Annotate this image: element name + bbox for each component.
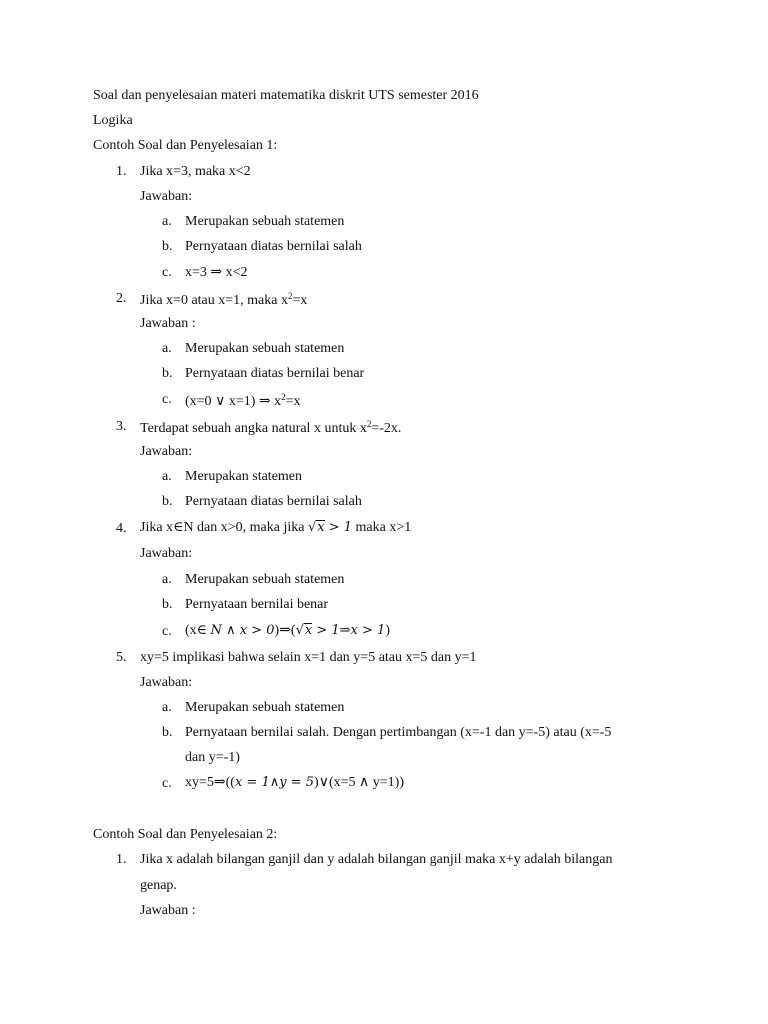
q2-text-post: =x — [292, 293, 308, 308]
s2-q1-answer-label: Jawaban : — [140, 903, 196, 918]
q5-c-letter: c. — [162, 776, 172, 791]
s2-q1-number: 1. — [116, 852, 127, 867]
q1-b-text: Pernyataan diatas bernilai salah — [185, 239, 362, 254]
q4-c-radicand: x — [304, 623, 313, 638]
q4-c-paren: ) — [274, 623, 280, 638]
q2-number: 2. — [116, 291, 127, 306]
implies-symbol: ⇒ — [258, 394, 271, 409]
q4-c-math2: √x > 1⇒x > 1 — [295, 623, 386, 638]
q5-c-paren: (( — [225, 775, 235, 790]
q5-a-letter: a. — [162, 700, 172, 715]
q2-text-pre: Jika x=0 atau x=1, maka x — [140, 293, 288, 308]
q4-c-xgt1: x > 1 — [350, 623, 386, 638]
q4-text — [140, 520, 411, 535]
q4-c-letter: c. — [162, 624, 172, 639]
q5-number: 5. — [116, 650, 127, 665]
q1-c-letter: c. — [162, 265, 172, 280]
q3-a-letter: a. — [162, 469, 172, 484]
q5-c-m2: y = 5 — [279, 775, 315, 790]
q4-text-mid: N dan x>0, maka jika — [183, 520, 305, 535]
q4-a-letter: a. — [162, 572, 172, 587]
q1-a-text: Merupakan sebuah statemen — [185, 214, 345, 229]
q3-text-pre: Terdapat sebuah angka natural x untuk x — [140, 421, 367, 436]
q2-c-open: (x=0 — [185, 394, 212, 409]
document-title: Soal dan penyelesaian materi matematika diskrit UTS semester 2016 — [93, 88, 479, 103]
q3-a-text: Merupakan statemen — [185, 469, 303, 484]
q5-text: xy=5 implikasi bahwa selain x=1 dan y=5 atau x=5 dan y=1 — [140, 650, 477, 665]
element-of-symbol: ∈ — [173, 520, 184, 535]
q4-radicand: x — [317, 520, 325, 535]
s2-q1-text-line1: Jika x adalah bilangan ganjil dan y adalah bilangan ganjil maka x+y adalah bilangan — [140, 852, 613, 867]
or-symbol: ∨ — [215, 394, 226, 409]
q2-a-text: Merupakan sebuah statemen — [185, 341, 345, 356]
q3-b-text: Pernyataan diatas bernilai salah — [185, 494, 362, 509]
q1-number: 1. — [116, 164, 127, 179]
q3-number: 3. — [116, 419, 127, 434]
implies-symbol: ⇒ — [213, 775, 226, 790]
q5-b-text-line1: Pernyataan bernilai salah. Dengan pertimbangan (x=-1 dan y=-5) atau (x=-5 — [185, 725, 612, 740]
q5-c-close1: ) — [314, 775, 319, 790]
q1-c-left: x=3 — [185, 265, 207, 280]
q5-c-start: xy=5 — [185, 775, 214, 790]
q5-answer-label: Jawaban: — [140, 675, 193, 690]
q2-c-tail: =x — [285, 394, 301, 409]
q5-b-text-line2: dan y=-1) — [185, 750, 240, 765]
s2-q1-text-line2: genap. — [140, 878, 177, 893]
q5-a-text: Merupakan sebuah statemen — [185, 700, 345, 715]
q4-c-gt1: > 1 — [312, 623, 340, 638]
q4-a-text: Merupakan sebuah statemen — [185, 572, 345, 587]
q2-c-exponent: 2 — [281, 392, 286, 402]
q5-c-m1: x = 1 — [234, 775, 270, 790]
q5-c-part3: y=1)) — [372, 775, 404, 790]
q5-c-part2: (x=5 — [328, 775, 356, 790]
q3-exponent: 2 — [366, 419, 372, 429]
q5-c-math — [235, 775, 314, 790]
q4-c-math1 — [211, 623, 275, 638]
q1-text: Jika x=3, maka x<2 — [140, 164, 251, 179]
q4-text-pre: Jika x — [140, 520, 174, 535]
q3-b-letter: b. — [162, 494, 173, 509]
q2-c-letter: c. — [162, 392, 172, 407]
implies-symbol: ⇒ — [210, 265, 223, 280]
q4-c-expr2: x > 0 — [235, 623, 275, 638]
q2-text — [140, 292, 307, 308]
q1-c-right: x<2 — [225, 265, 248, 280]
q4-text-post: maka x>1 — [355, 520, 412, 535]
q2-b-letter: b. — [162, 366, 173, 381]
q2-c-mid: x=1) — [228, 394, 256, 409]
q2-exponent: 2 — [287, 291, 293, 301]
q4-sqrt-expression: √x > 1 — [307, 520, 353, 535]
q2-a-letter: a. — [162, 341, 172, 356]
or-symbol: ∨ — [318, 775, 329, 790]
section-1-heading: Contoh Soal dan Penyelesaian 1: — [93, 138, 278, 153]
q3-answer-label: Jawaban: — [140, 444, 193, 459]
q1-answer-label: Jawaban: — [140, 189, 193, 204]
q4-c-expression — [185, 623, 390, 638]
q1-a-letter: a. — [162, 214, 172, 229]
q2-c-expression — [185, 393, 301, 409]
topic-heading: Logika — [93, 113, 133, 128]
q4-c-expr1: N — [210, 623, 227, 638]
q3-text-post: =-2x. — [371, 421, 402, 436]
q4-answer-label: Jawaban: — [140, 546, 193, 561]
q1-c-expression — [185, 266, 248, 280]
and-symbol: ∧ — [269, 775, 280, 790]
q4-c-open2: ( — [290, 623, 296, 638]
q4-inequality: > 1 — [324, 520, 353, 535]
q4-c-open: (x — [185, 623, 197, 638]
q1-b-letter: b. — [162, 239, 173, 254]
q2-answer-label: Jawaban : — [140, 316, 196, 331]
and-symbol: ∧ — [359, 775, 370, 790]
q5-b-letter: b. — [162, 725, 173, 740]
section-2-heading: Contoh Soal dan Penyelesaian 2: — [93, 827, 278, 842]
q5-c-expression — [185, 776, 404, 790]
q2-c-x: x — [274, 394, 282, 409]
implies-symbol: ⇒ — [339, 623, 351, 638]
q4-c-close: ) — [385, 623, 390, 638]
q4-number: 4. — [116, 521, 127, 536]
q3-text — [140, 420, 401, 436]
q4-b-text: Pernyataan bernilai benar — [185, 597, 329, 612]
implies-symbol: ⇒ — [279, 623, 291, 638]
and-symbol: ∧ — [226, 623, 236, 638]
element-of-symbol: ∈ — [196, 623, 208, 638]
q2-b-text: Pernyataan diatas bernilai benar — [185, 366, 365, 381]
q4-b-letter: b. — [162, 597, 173, 612]
